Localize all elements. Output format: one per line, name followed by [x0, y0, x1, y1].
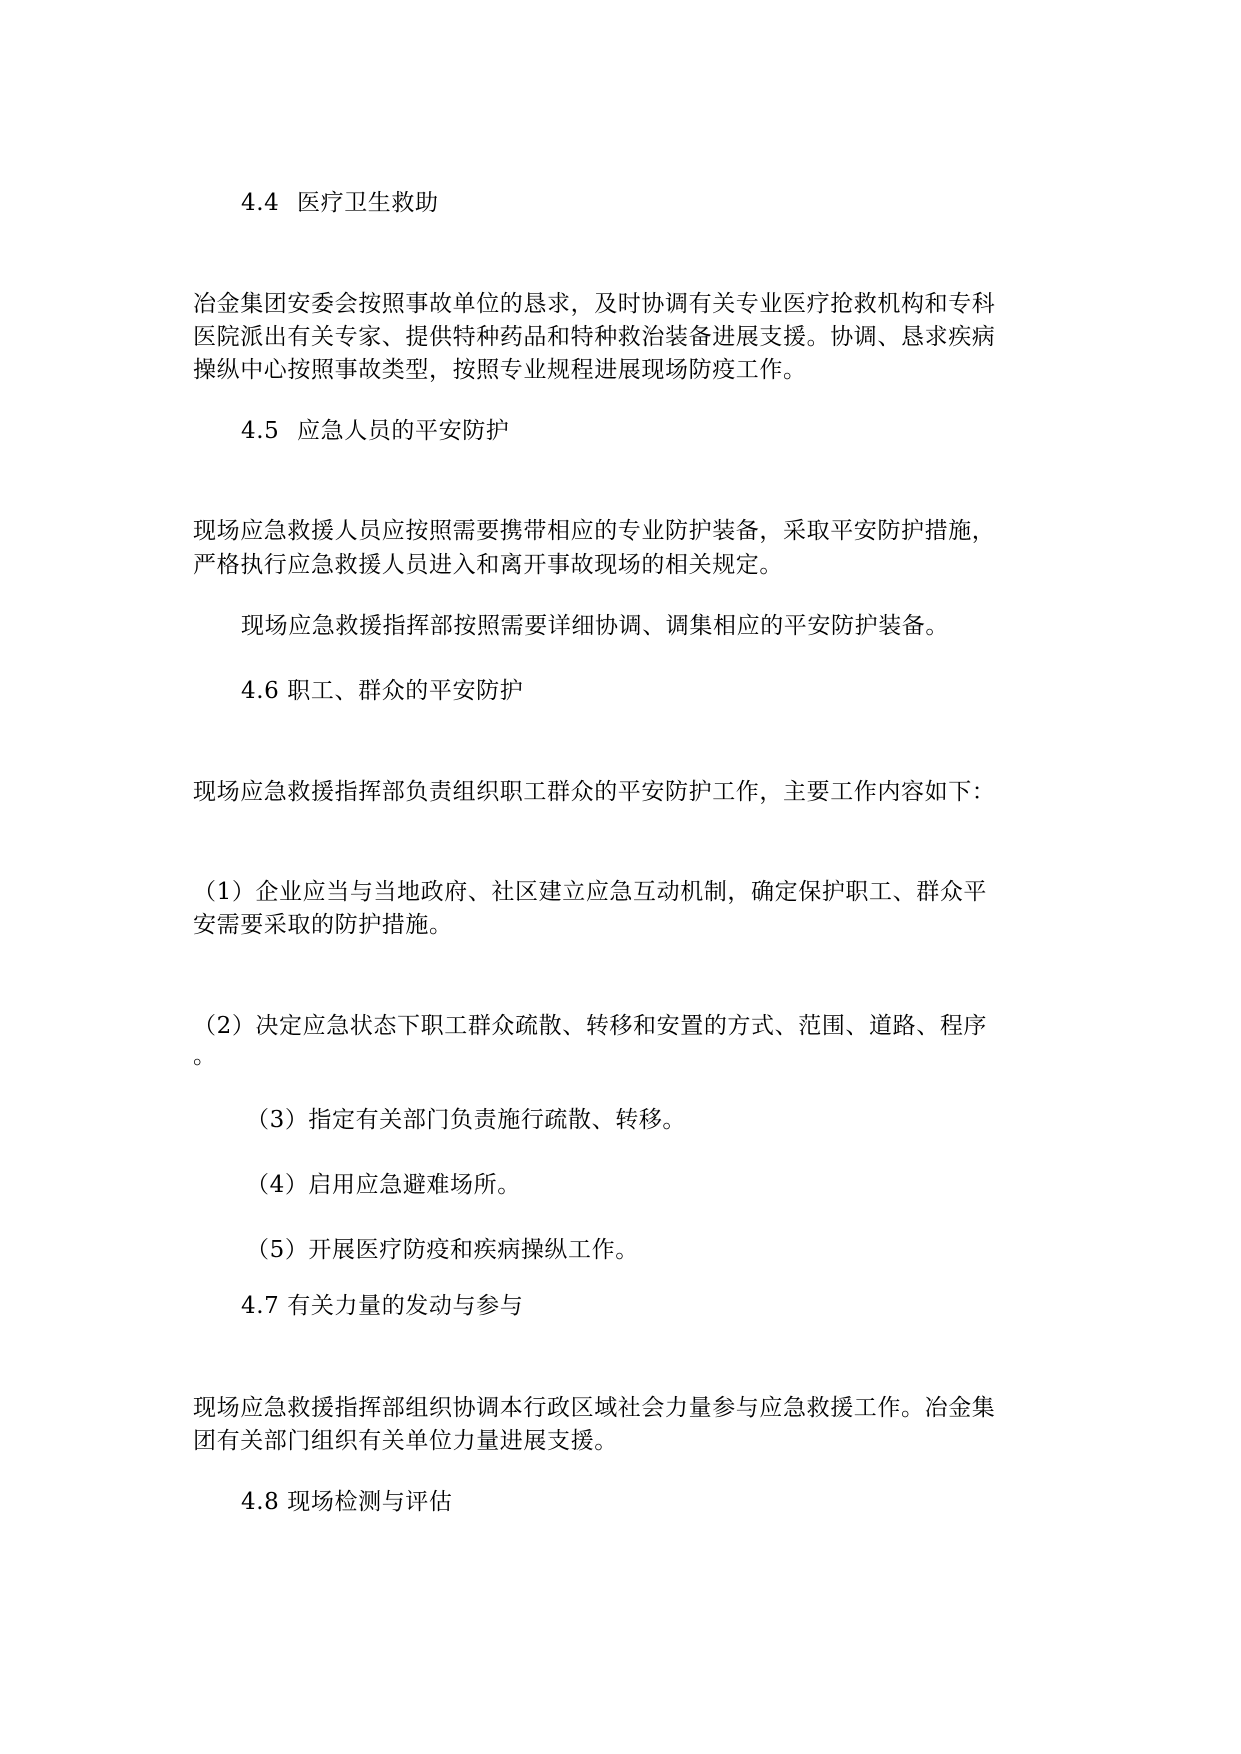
section-title: 医疗卫生救助	[297, 190, 439, 216]
list-item-line: （2）决定应急状态下职工群众疏散、转移和安置的方式、范围、道路、程序	[193, 1013, 988, 1039]
section-heading-4-4	[241, 187, 439, 219]
list-item-line: 。	[193, 1043, 217, 1069]
section-heading-4-8: 4.8 现场检测与评估	[241, 1489, 453, 1515]
section-heading-4-6: 4.6 职工、群众的平安防护	[241, 678, 524, 704]
list-item-line: （4）启用应急避难场所。	[246, 1172, 521, 1198]
section-number: 4.5	[241, 418, 280, 444]
paragraph-line: 严格执行应急救援人员进入和离开事故现场的相关规定。	[193, 552, 783, 578]
paragraph-line: 现场应急救援人员应按照需要携带相应的专业防护装备，采取平安防护措施，	[193, 518, 996, 544]
section-heading-4-5	[241, 415, 509, 447]
list-item-line: 安需要采取的防护措施。	[193, 912, 453, 938]
section-title: 应急人员的平安防护	[297, 418, 510, 444]
list-item-line: （1）企业应当与当地政府、社区建立应急互动机制，确定保护职工、群众平	[193, 879, 988, 905]
list-item-line: （5）开展医疗防疫和疾病操纵工作。	[246, 1237, 639, 1263]
section-number: 4.4	[241, 190, 280, 216]
paragraph-line: 现场应急救援指挥部按照需要详细协调、调集相应的平安防护装备。	[241, 613, 949, 639]
paragraph-line: 操纵中心按照事故类型，按照专业规程进展现场防疫工作。	[193, 357, 807, 383]
paragraph-line: 现场应急救援指挥部负责组织职工群众的平安防护工作，主要工作内容如下：	[193, 779, 996, 805]
paragraph-line: 团有关部门组织有关单位力量进展支援。	[193, 1428, 618, 1454]
section-heading-4-7: 4.7 有关力量的发动与参与	[241, 1293, 524, 1319]
paragraph-line: 冶金集团安委会按照事故单位的恳求，及时协调有关专业医疗抢救机构和专科	[193, 291, 996, 317]
list-item-line: （3）指定有关部门负责施行疏散、转移。	[246, 1107, 687, 1133]
paragraph-line: 医院派出有关专家、提供特种药品和特种救治装备进展支援。协调、恳求疾病	[193, 324, 996, 350]
paragraph-line: 现场应急救援指挥部组织协调本行政区域社会力量参与应急救援工作。冶金集	[193, 1395, 996, 1421]
